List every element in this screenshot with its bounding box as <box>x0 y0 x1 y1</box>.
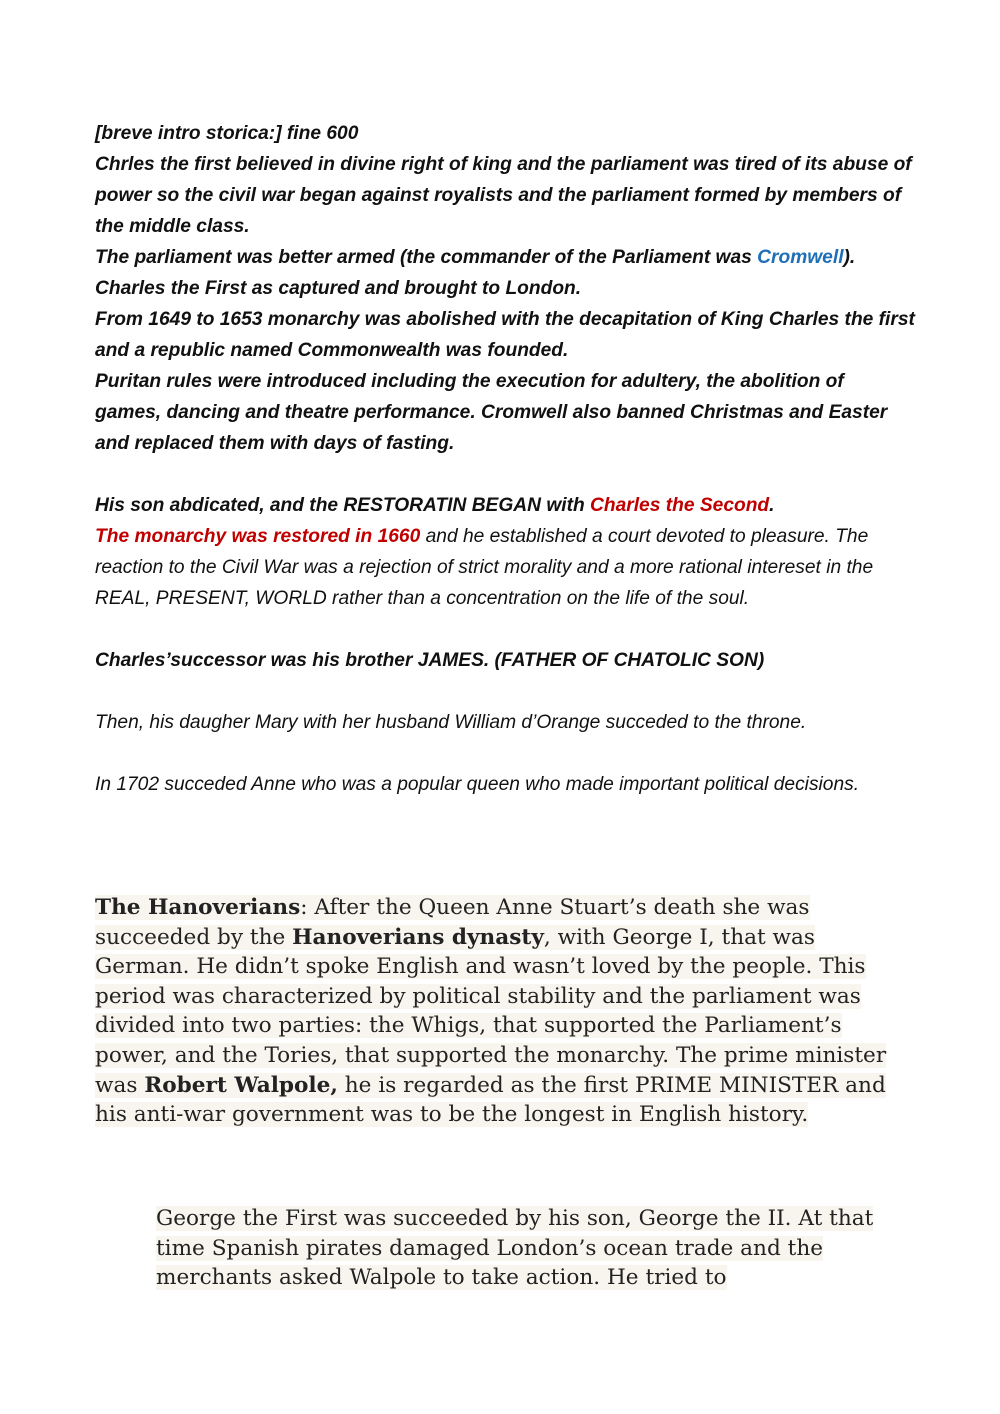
restoration-date: The monarchy was restored in 1660 <box>95 526 421 547</box>
cromwell-link[interactable]: Cromwell <box>757 247 844 268</box>
parliament-paragraph: The parliament was better armed (the commander of the Parliament was Cromwell). Charles the First as captured and brought to London. <box>95 247 856 299</box>
document-page <box>95 118 915 800</box>
puritan-paragraph: Puritan rules were introduced including the execution for adultery, the abolition of games, dancing and theatre performance. Cromwell also banned Christmas and Easter and replaced them with days of fasting. <box>95 371 888 454</box>
george-paragraph: George the First was succeeded by his son, George the II. At that time Spanish pirates damaged London’s ocean trade and the merchants asked Walpole to take action. He tried to <box>156 1206 874 1291</box>
commonwealth-paragraph: From 1649 to 1653 monarchy was abolished with the decapitation of King Charles the first and a republic named Commonwealth was founded. <box>95 309 915 361</box>
mary-paragraph: Then, his daugher Mary with her husband William d’Orange succeded to the throne. <box>95 712 807 733</box>
james-paragraph: Charles’successor was his brother JAMES. (FATHER OF CHATOLIC SON) <box>95 650 765 671</box>
hanoverians-title: The Hanoverians <box>95 895 301 920</box>
hanoverians-paragraph: The Hanoverians: After the Queen Anne Stuart’s death she was succeeded by the Hanoverians dynasty, with George I, that was German. He didn’t spoke English and wasn’t loved by the people. This period was characterized by political stability and the parliament was divided into two parties: the Whigs, that supported the Parliament’s power, and the Tories, that supported the monarchy. The prime minister was Robert Walpole, he is regarded as the first PRIME MINISTER and his anti-war government was to be the longest in English history. <box>95 895 887 1128</box>
anne-paragraph: In 1702 succeded Anne who was a popular queen who made important political decisions. <box>95 774 860 795</box>
charles-second: Charles the Second <box>590 495 770 516</box>
civil-war-paragraph: Chrles the first believed in divine right of king and the parliament was tired of its abuse of power so the civil war began against royalists and the parliament formed by members of the middle class. <box>95 154 912 237</box>
restoration-paragraph: His son abdicated, and the RESTORATIN BEGAN with Charles the Second. The monarchy was restored in 1660 and he established a court devoted to pleasure. The reaction to the Civil War was a rejection of strict morality and a more rational intereset in the REAL, PRESENT, WORLD rather than a concentration on the life of the soul. <box>95 495 874 609</box>
intro-heading: [breve intro storica:] fine 600 <box>95 123 359 144</box>
intro-section <box>95 118 915 459</box>
